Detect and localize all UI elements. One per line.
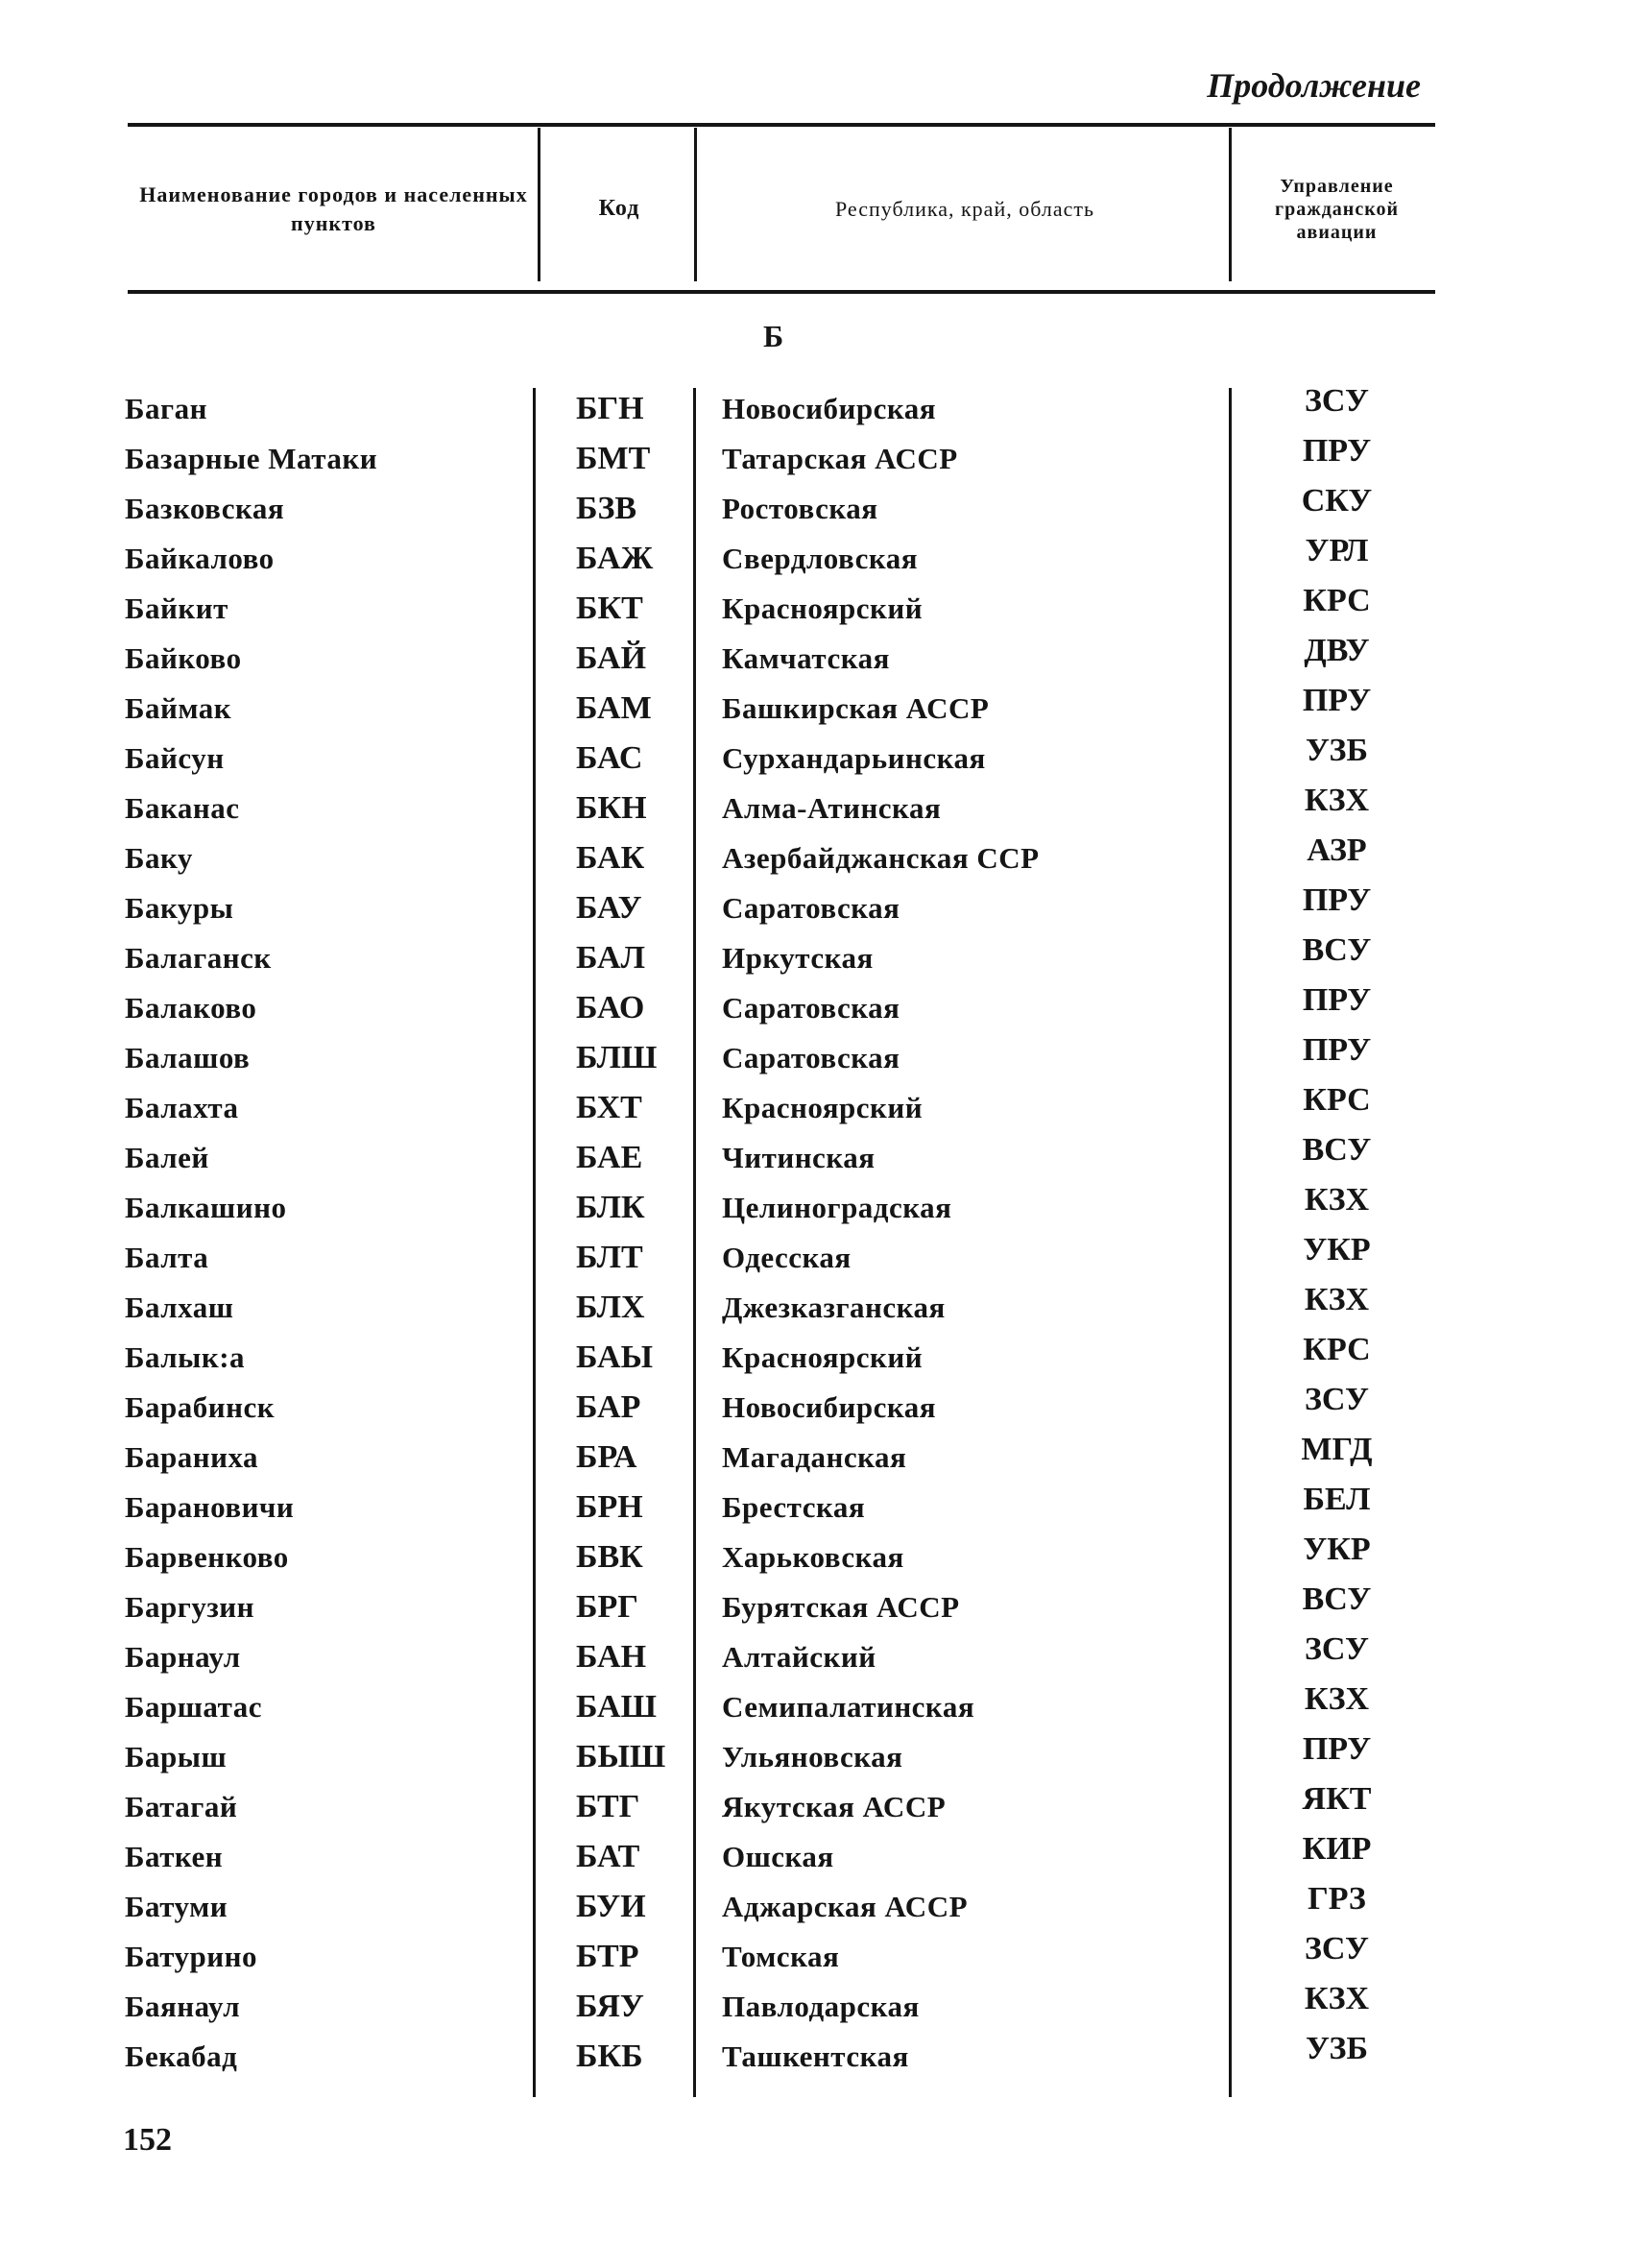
settlement-region: Семипалатинская: [722, 1690, 975, 1724]
settlement-name: Базарные Матаки: [125, 442, 378, 475]
settlement-name: Барановичи: [125, 1490, 295, 1524]
settlement-code: БАУ: [576, 890, 642, 926]
header-bottom-rule: [128, 290, 1435, 294]
settlement-name: Барнаул: [125, 1640, 241, 1674]
settlement-name: Байково: [125, 641, 242, 675]
aviation-department: ЗСУ: [1304, 383, 1369, 419]
settlement-name: Бараниха: [125, 1440, 259, 1474]
settlement-code: БРА: [576, 1439, 637, 1475]
settlement-code: БАЙ: [576, 640, 647, 676]
settlement-region: Свердловская: [722, 542, 919, 575]
settlement-code: БКН: [576, 790, 647, 826]
settlement-region: Азербайджанская ССР: [722, 841, 1040, 875]
settlement-code: БАС: [576, 740, 643, 776]
settlement-name: Бакуры: [125, 891, 234, 925]
settlement-name: Базковская: [125, 492, 285, 525]
settlement-name: Батуми: [125, 1890, 228, 1923]
settlement-region: Татарская АССР: [722, 442, 958, 475]
settlement-code: БЗВ: [576, 491, 637, 526]
settlement-name: Барвенково: [125, 1540, 289, 1574]
settlement-code: БАЕ: [576, 1140, 643, 1175]
settlement-region: Ульяновская: [722, 1740, 903, 1773]
settlement-code: БУИ: [576, 1889, 646, 1924]
settlement-name: Балаково: [125, 991, 257, 1025]
settlement-code: БВК: [576, 1539, 643, 1575]
settlement-name: Баткен: [125, 1840, 224, 1873]
aviation-department: ПРУ: [1302, 882, 1372, 918]
settlement-code: БАШ: [576, 1689, 657, 1725]
aviation-department: ПРУ: [1302, 982, 1372, 1018]
column-header-code: Код: [598, 196, 640, 222]
settlement-region: Павлодарская: [722, 1990, 920, 2023]
aviation-department: УРЛ: [1305, 533, 1369, 568]
aviation-department: ПРУ: [1302, 1032, 1372, 1068]
settlement-code: БАТ: [576, 1839, 640, 1874]
aviation-department: КЗХ: [1304, 783, 1370, 818]
settlement-code: БРН: [576, 1489, 643, 1525]
settlement-region: Читинская: [722, 1141, 876, 1174]
settlement-region: Магаданская: [722, 1440, 907, 1474]
aviation-department: УКР: [1303, 1232, 1371, 1267]
settlement-name: Баку: [125, 841, 193, 875]
settlement-name: Баканас: [125, 791, 240, 825]
settlement-name: Байкит: [125, 591, 228, 625]
settlement-region: Томская: [722, 1940, 840, 1973]
settlement-code: БРГ: [576, 1589, 638, 1625]
aviation-department: МГД: [1301, 1432, 1373, 1467]
header-top-rule: [128, 123, 1435, 127]
aviation-department: ЗСУ: [1304, 1931, 1369, 1966]
settlement-name: Балкашино: [125, 1191, 287, 1224]
settlement-name: Байкалово: [125, 542, 275, 575]
aviation-department: УЗБ: [1306, 2031, 1368, 2066]
section-letter: Б: [763, 319, 784, 353]
settlement-name: Барабинск: [125, 1390, 276, 1424]
settlement-code: БЛТ: [576, 1240, 643, 1275]
settlement-code: БКТ: [576, 591, 643, 626]
settlement-code: БЯУ: [576, 1989, 644, 2024]
aviation-department: УКР: [1303, 1532, 1371, 1567]
settlement-code: БЛШ: [576, 1040, 658, 1075]
column-header-aviation: Управление гражданской авиации: [1274, 175, 1399, 243]
settlement-region: Камчатская: [722, 641, 890, 675]
settlement-code: БАЛ: [576, 940, 645, 976]
header-divider: [1229, 128, 1232, 281]
aviation-department: ПРУ: [1302, 433, 1372, 469]
aviation-department: КРС: [1303, 1332, 1371, 1367]
settlement-region: Якутская АССР: [722, 1790, 947, 1823]
settlement-region: Саратовская: [722, 991, 900, 1025]
settlement-region: Аджарская АССР: [722, 1890, 969, 1923]
settlement-code: БАЖ: [576, 541, 654, 576]
aviation-department: ЯКТ: [1302, 1781, 1372, 1817]
settlement-region: Джезказганская: [722, 1291, 946, 1324]
aviation-department: ЗСУ: [1304, 1382, 1369, 1417]
settlement-region: Сурхандарьинская: [722, 741, 986, 775]
page-number: 152: [123, 2122, 172, 2158]
settlement-region: Красноярский: [722, 1340, 924, 1374]
settlement-code: БТР: [576, 1939, 639, 1974]
settlement-name: Бекабад: [125, 2039, 238, 2073]
aviation-department: УЗБ: [1306, 733, 1368, 768]
settlement-region: Харьковская: [722, 1540, 904, 1574]
header-divider: [694, 128, 697, 281]
settlement-region: Алма-Атинская: [722, 791, 942, 825]
settlement-code: БАР: [576, 1389, 641, 1425]
settlement-region: Саратовская: [722, 891, 900, 925]
aviation-department: ПРУ: [1302, 1731, 1372, 1767]
column-header-name: Наименование городов и населенных пунктов: [139, 181, 528, 235]
settlement-code: БЫШ: [576, 1739, 666, 1774]
settlement-region: Новосибирская: [722, 392, 937, 425]
settlement-name: Балаганск: [125, 941, 272, 975]
settlement-region: Целиноградская: [722, 1191, 952, 1224]
settlement-region: Ташкентская: [722, 2039, 909, 2073]
settlement-code: БТГ: [576, 1789, 640, 1824]
settlement-name: Батагай: [125, 1790, 238, 1823]
settlement-code: БГН: [576, 391, 644, 426]
aviation-department: ДВУ: [1304, 633, 1370, 668]
aviation-department: КРС: [1303, 583, 1371, 618]
settlement-region: Башкирская АССР: [722, 691, 990, 725]
settlement-name: Балей: [125, 1141, 209, 1174]
aviation-department: КЗХ: [1304, 1681, 1370, 1717]
column-header-region: Республика, край, область: [834, 196, 1095, 221]
settlement-name: Балта: [125, 1241, 209, 1274]
settlement-region: Красноярский: [722, 591, 924, 625]
table-row: [0, 2032, 1632, 2082]
settlement-region: Красноярский: [722, 1091, 924, 1124]
settlement-region: Бурятская АССР: [722, 1590, 960, 1624]
settlement-name: Баган: [125, 392, 207, 425]
aviation-department: ГРЗ: [1308, 1881, 1366, 1917]
header-divider: [538, 128, 540, 281]
settlement-name: Балхаш: [125, 1291, 234, 1324]
settlement-code: БХТ: [576, 1090, 642, 1125]
settlement-name: Байсун: [125, 741, 225, 775]
aviation-department: КЗХ: [1304, 1182, 1370, 1218]
settlement-region: Иркутская: [722, 941, 874, 975]
settlement-code: БАМ: [576, 690, 652, 726]
aviation-department: АЗР: [1307, 832, 1367, 868]
settlement-code: БАЫ: [576, 1339, 653, 1375]
settlement-code: БЛК: [576, 1190, 645, 1225]
settlement-name: Баршатас: [125, 1690, 262, 1724]
aviation-department: ВСУ: [1302, 1581, 1372, 1617]
settlement-code: БЛХ: [576, 1290, 645, 1325]
aviation-department: БЕЛ: [1303, 1482, 1371, 1517]
aviation-department: ЗСУ: [1304, 1631, 1369, 1667]
aviation-department: КЗХ: [1304, 1981, 1370, 2016]
continued-label: Продолжение: [1207, 66, 1421, 105]
settlement-region: Брестская: [722, 1490, 866, 1524]
aviation-department: ВСУ: [1302, 932, 1372, 968]
settlement-region: Новосибирская: [722, 1390, 937, 1424]
settlement-name: Балахта: [125, 1091, 239, 1124]
settlement-name: Балашов: [125, 1041, 251, 1074]
aviation-department: КИР: [1302, 1831, 1372, 1867]
aviation-department: ВСУ: [1302, 1132, 1372, 1168]
aviation-department: КРС: [1303, 1082, 1371, 1118]
settlement-name: Баянаул: [125, 1990, 241, 2023]
settlement-region: Ростовская: [722, 492, 878, 525]
settlement-name: Батурино: [125, 1940, 257, 1973]
settlement-name: Барыш: [125, 1740, 228, 1773]
settlement-region: Саратовская: [722, 1041, 900, 1074]
aviation-department: ПРУ: [1302, 683, 1372, 718]
aviation-department: СКУ: [1301, 483, 1373, 519]
settlement-code: БМТ: [576, 441, 651, 476]
settlement-code: БКБ: [576, 2039, 643, 2074]
settlement-code: БАН: [576, 1639, 647, 1675]
settlement-name: Балык:а: [125, 1340, 246, 1374]
settlement-name: Баймак: [125, 691, 232, 725]
settlement-region: Алтайский: [722, 1640, 876, 1674]
settlement-code: БАО: [576, 990, 645, 1025]
aviation-department: КЗХ: [1304, 1282, 1370, 1317]
settlement-region: Одесская: [722, 1241, 852, 1274]
settlement-code: БАК: [576, 840, 645, 876]
settlement-region: Ошская: [722, 1840, 834, 1873]
settlement-name: Баргузин: [125, 1590, 254, 1624]
